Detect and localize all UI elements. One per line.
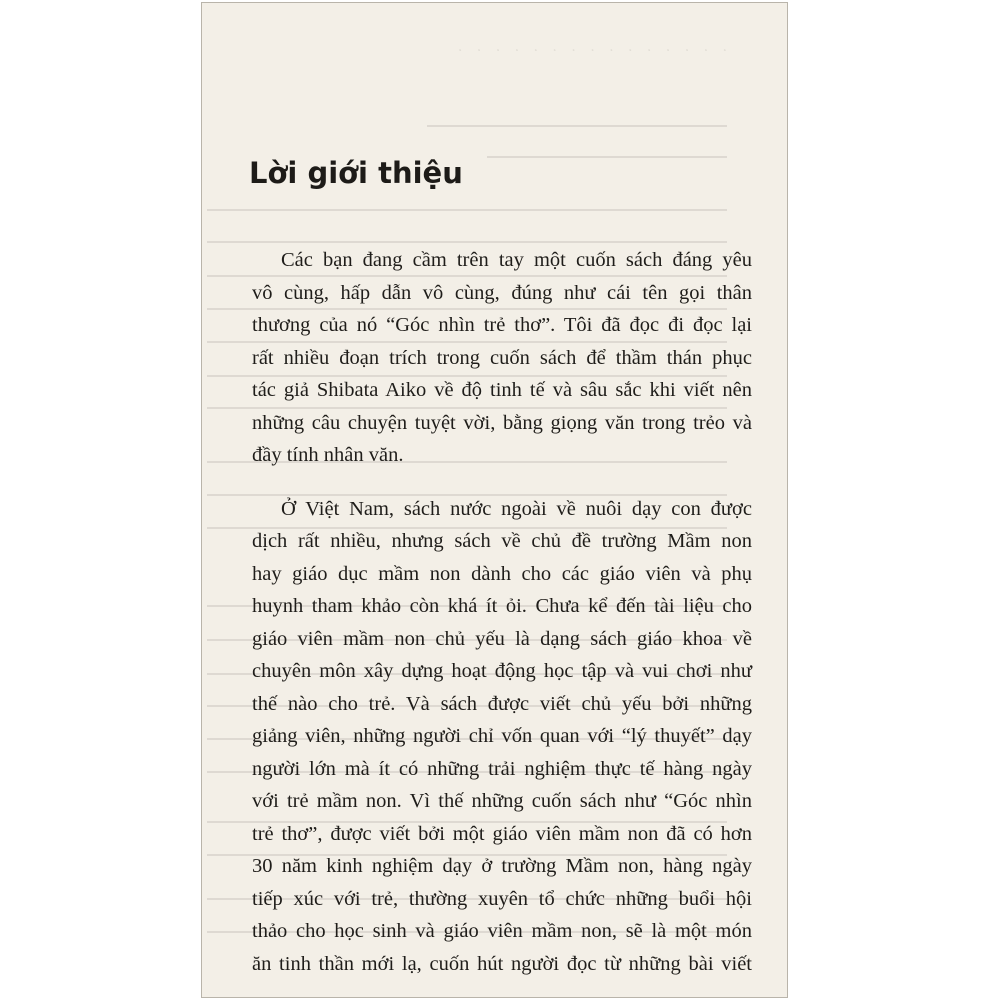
text-line: Ở Việt Nam, sách nước ngoài về nuôi dạy con được: [281, 497, 752, 520]
paragraph-1: [252, 244, 752, 472]
text-line: dịch rất nhiều, nhưng sách về chủ đề trường Mầm non: [252, 530, 752, 552]
text-line: giáo viên mầm non chủ yếu là dạng sách giáo khoa về: [252, 627, 752, 650]
text-line: tiếp xúc với trẻ, thường xuyên tổ chức những buổi hội: [252, 887, 752, 910]
text-line: chuyên môn xây dựng hoạt động học tập và vui chơi như: [252, 660, 752, 682]
text-line: đầy tính nhân văn.: [252, 444, 404, 466]
show-through-line: [207, 241, 727, 243]
text-line: giảng viên, những người chỉ vốn quan với “lý thuyết” dạy: [252, 725, 752, 747]
show-through-running-header: · · · · · · · · · · · · · · ·: [452, 43, 727, 59]
page-body: [252, 244, 752, 980]
chapter-title: Lời giới thiệu: [249, 156, 463, 190]
text-line: những câu chuyện tuyệt vời, bằng giọng văn trong trẻo và: [252, 411, 752, 434]
text-line: hay giáo dục mầm non dành cho các giáo viên và phụ: [252, 562, 752, 585]
text-line: ăn tinh thần mới lạ, cuốn hút người đọc từ những bài viết: [252, 952, 752, 975]
text-line: thương của nó “Góc nhìn trẻ thơ”. Tôi đã đọc đi đọc lại: [252, 314, 752, 336]
text-line: huynh tham khảo còn khá ít ỏi. Chưa kể đến tài liệu cho: [252, 595, 752, 617]
text-line: tác giả Shibata Aiko về độ tinh tế và sâu sắc khi viết nên: [252, 379, 752, 401]
text-line: vô cùng, hấp dẫn vô cùng, đúng như cái tên gọi thân: [252, 281, 752, 304]
book-page: [201, 2, 788, 998]
paragraph-2: [252, 493, 752, 981]
show-through-line: [427, 125, 727, 127]
text-line: với trẻ mầm non. Vì thế những cuốn sách như “Góc nhìn: [252, 790, 752, 812]
show-through-line: [207, 209, 727, 211]
text-line: thảo cho học sinh và giáo viên mầm non, sẽ là một món: [252, 920, 752, 942]
text-line: Các bạn đang cầm trên tay một cuốn sách đáng yêu: [281, 249, 752, 271]
text-line: thế nào cho trẻ. Và sách được viết chủ yếu bởi những: [252, 692, 752, 715]
text-line: rất nhiều đoạn trích trong cuốn sách để thầm thán phục: [252, 346, 752, 369]
text-line: trẻ thơ”, được viết bởi một giáo viên mầm non đã có hơn: [252, 822, 752, 845]
show-through-line: [487, 156, 727, 158]
text-line: người lớn mà ít có những trải nghiệm thực tế hàng ngày: [252, 757, 752, 780]
text-line: 30 năm kinh nghiệm dạy ở trường Mầm non, hàng ngày: [252, 855, 752, 877]
paragraph-spacing: [252, 472, 752, 493]
